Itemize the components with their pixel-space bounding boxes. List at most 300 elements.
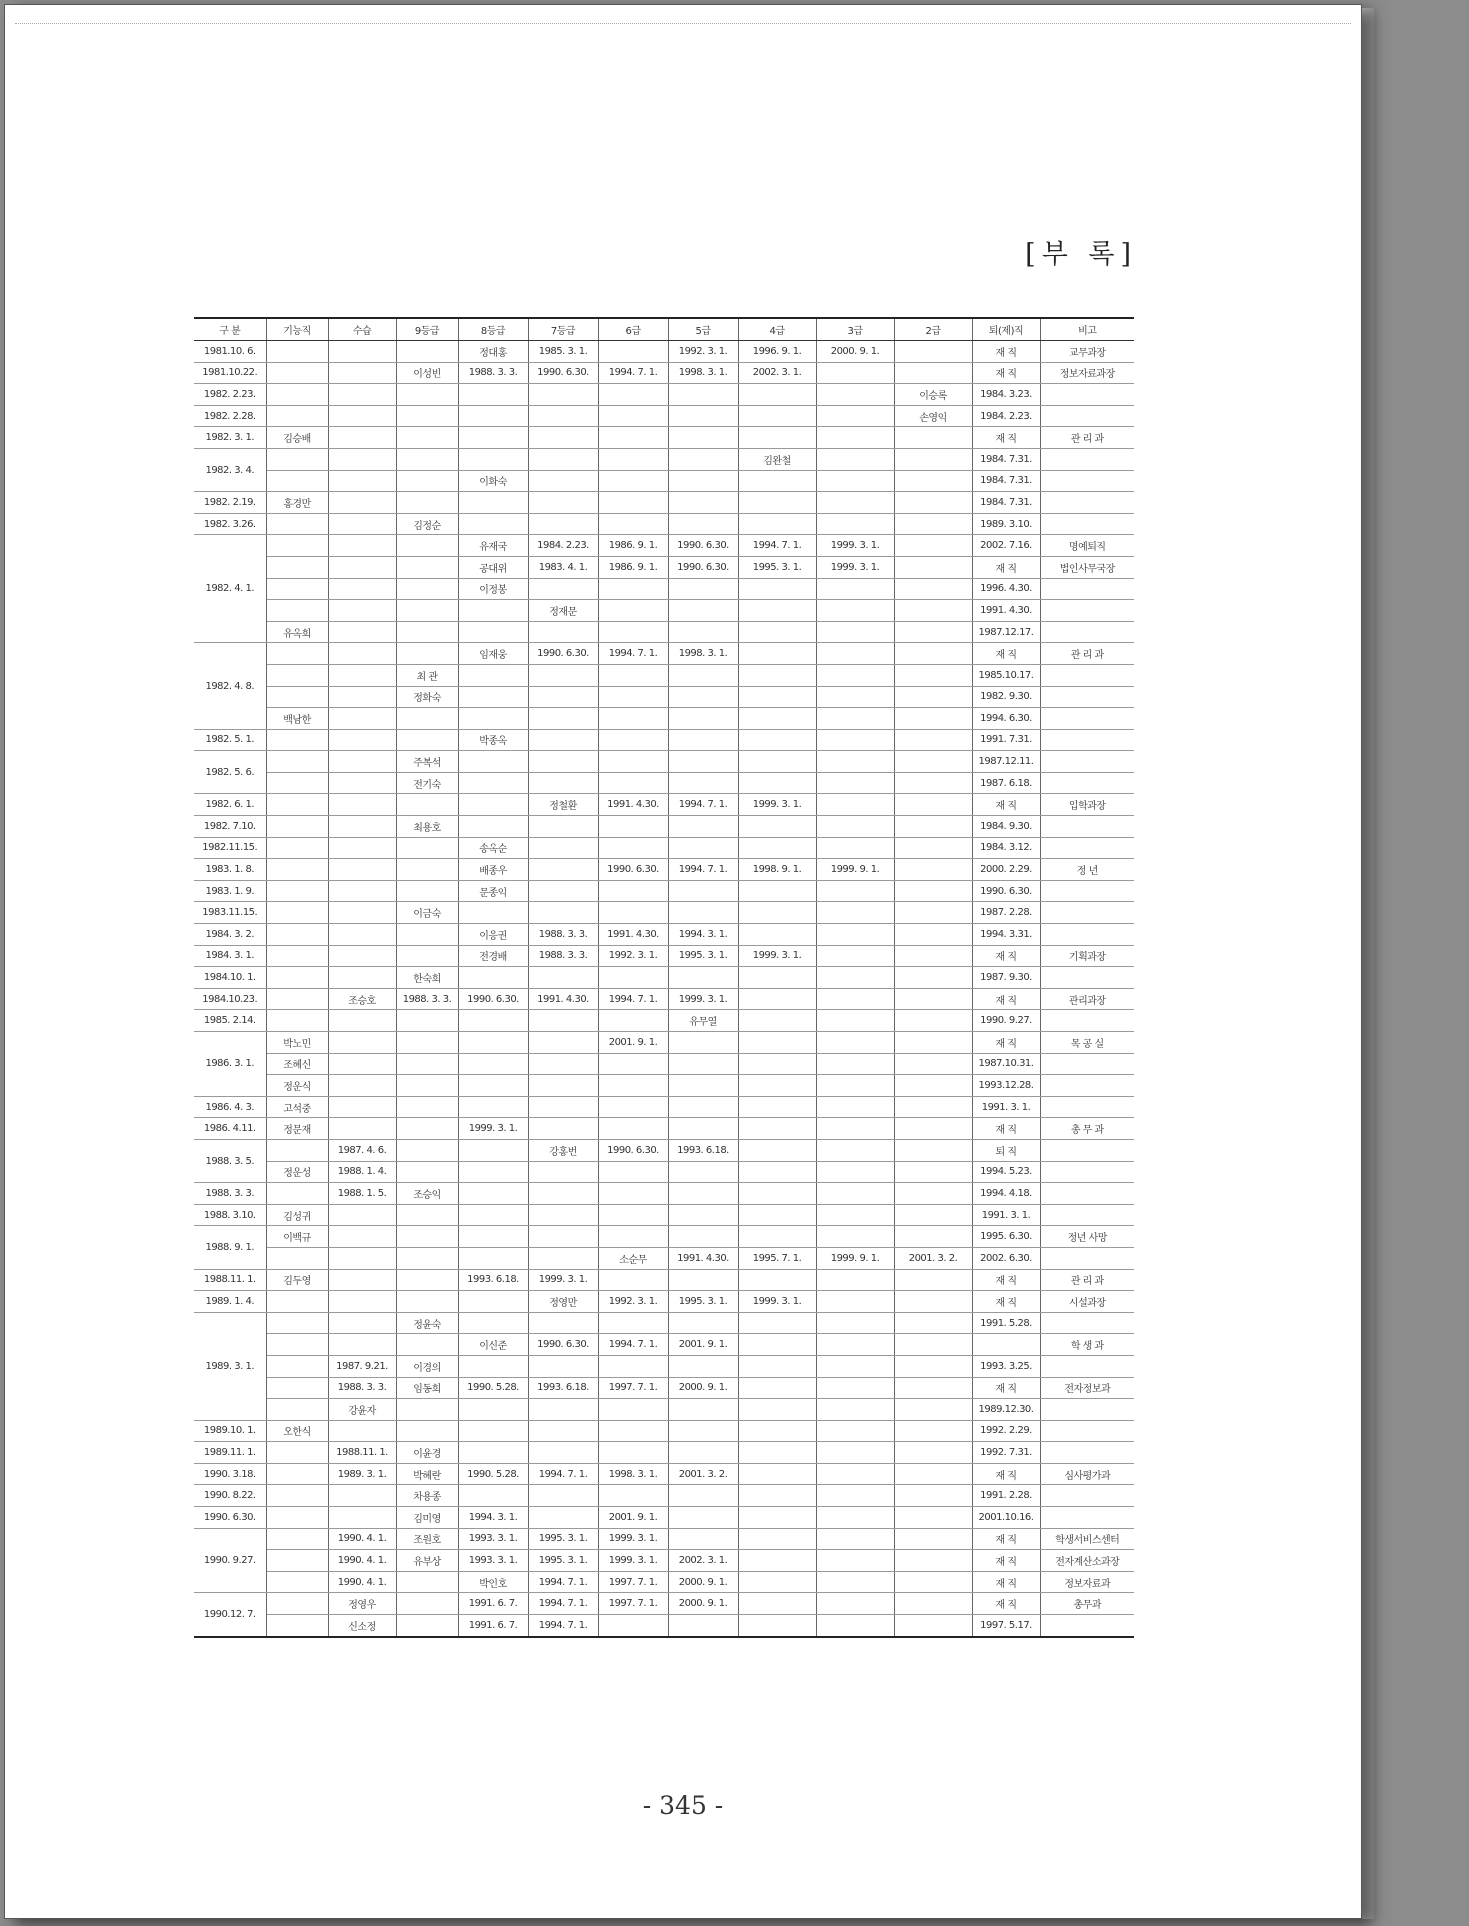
table-cell: 1984. 3.23. — [972, 384, 1040, 406]
table-cell — [738, 1053, 816, 1075]
table-header-row — [194, 318, 1134, 341]
table-cell — [816, 1485, 894, 1507]
table-cell — [668, 1183, 738, 1205]
table-cell — [598, 1269, 668, 1291]
date-cell: 1988.11. 1. — [194, 1269, 266, 1291]
table-row — [194, 448, 1134, 470]
table-cell — [894, 600, 972, 622]
table-cell: 1995. 3. 1. — [668, 1291, 738, 1313]
table-cell — [894, 794, 972, 816]
table-cell — [1040, 448, 1134, 470]
table-cell — [598, 729, 668, 751]
table-cell — [1040, 1399, 1134, 1421]
table-cell: 강홍번 — [528, 1139, 598, 1161]
table-cell — [328, 837, 396, 859]
table-cell — [738, 1269, 816, 1291]
table-cell — [816, 816, 894, 838]
table-cell — [328, 1053, 396, 1075]
table-cell — [528, 664, 598, 686]
table-cell: 1994. 7. 1. — [598, 988, 668, 1010]
table-cell — [894, 1377, 972, 1399]
table-cell: 이백규 — [266, 1226, 328, 1248]
table-cell: 1990. 6.30. — [668, 535, 738, 557]
table-cell: 1994. 7. 1. — [598, 643, 668, 665]
table-cell — [738, 1615, 816, 1637]
date-cell: 1988. 3. 3. — [194, 1183, 266, 1205]
table-cell — [1040, 708, 1134, 730]
table-cell — [528, 729, 598, 751]
table-cell — [266, 1010, 328, 1032]
table-cell — [328, 643, 396, 665]
table-cell: 1990. 6.30. — [598, 1139, 668, 1161]
date-cell: 1982. 4. 8. — [194, 643, 266, 729]
table-cell: 2001. 3. 2. — [668, 1463, 738, 1485]
table-cell — [396, 1247, 458, 1269]
table-cell — [738, 384, 816, 406]
table-cell: 1998. 3. 1. — [668, 643, 738, 665]
date-cell: 1983. 1. 9. — [194, 880, 266, 902]
table-cell — [816, 448, 894, 470]
date-cell: 1990. 8.22. — [194, 1485, 266, 1507]
table-cell — [396, 1032, 458, 1054]
table-cell — [396, 794, 458, 816]
table-cell — [396, 470, 458, 492]
table-cell — [1040, 1485, 1134, 1507]
table-cell — [598, 1442, 668, 1464]
table-cell: 1999. 3. 1. — [668, 988, 738, 1010]
table-cell — [816, 1355, 894, 1377]
table-cell — [668, 1507, 738, 1529]
table-cell: 1993. 3. 1. — [458, 1528, 528, 1550]
table-cell: 관 리 과 — [1040, 427, 1134, 449]
table-cell: 2001. 3. 2. — [894, 1247, 972, 1269]
table-cell — [668, 902, 738, 924]
table-cell — [668, 600, 738, 622]
table-cell — [738, 837, 816, 859]
table-cell: 정운성 — [266, 1161, 328, 1183]
table-cell — [328, 1507, 396, 1529]
table-cell: 1994. 7. 1. — [528, 1615, 598, 1637]
table-cell: 1996. 9. 1. — [738, 341, 816, 363]
table-row — [194, 578, 1134, 600]
table-cell — [1040, 880, 1134, 902]
table-cell: 1994. 3. 1. — [668, 924, 738, 946]
table-cell: 1994. 6.30. — [972, 708, 1040, 730]
table-cell — [894, 1032, 972, 1054]
table-cell — [894, 427, 972, 449]
table-cell — [1040, 816, 1134, 838]
table-cell — [738, 1377, 816, 1399]
table-cell — [816, 1615, 894, 1637]
table-cell — [528, 1204, 598, 1226]
table-cell — [598, 427, 668, 449]
table-cell — [738, 1096, 816, 1118]
table-row — [194, 1615, 1134, 1637]
table-cell — [598, 837, 668, 859]
table-cell — [894, 902, 972, 924]
table-cell: 1994. 4.18. — [972, 1183, 1040, 1205]
table-row — [194, 427, 1134, 449]
table-cell — [328, 772, 396, 794]
date-cell: 1984.10.23. — [194, 988, 266, 1010]
table-cell — [266, 902, 328, 924]
table-cell — [528, 1075, 598, 1097]
table-cell — [1040, 405, 1134, 427]
table-cell: 2000. 9. 1. — [668, 1377, 738, 1399]
date-cell: 1986. 4. 3. — [194, 1096, 266, 1118]
table-cell: 정윤숙 — [396, 1312, 458, 1334]
table-cell — [894, 1291, 972, 1313]
table-cell — [396, 1269, 458, 1291]
table-row — [194, 816, 1134, 838]
table-cell — [816, 1096, 894, 1118]
table-cell — [816, 1571, 894, 1593]
table-cell — [266, 556, 328, 578]
table-cell — [816, 772, 894, 794]
table-cell — [458, 384, 528, 406]
table-cell — [1040, 384, 1134, 406]
table-cell — [458, 772, 528, 794]
table-cell — [328, 578, 396, 600]
table-cell: 유무열 — [668, 1010, 738, 1032]
table-cell — [1040, 1247, 1134, 1269]
table-cell: 1993. 6.18. — [668, 1139, 738, 1161]
table-row — [194, 600, 1134, 622]
table-cell — [1040, 513, 1134, 535]
table-cell — [738, 1032, 816, 1054]
table-cell — [816, 621, 894, 643]
table-cell — [1040, 1420, 1134, 1442]
table-cell — [328, 1312, 396, 1334]
table-cell — [1040, 686, 1134, 708]
table-cell — [894, 1550, 972, 1572]
table-cell — [816, 988, 894, 1010]
table-cell: 1990. 6.30. — [668, 556, 738, 578]
table-cell: 이승록 — [894, 384, 972, 406]
table-cell — [266, 1247, 328, 1269]
table-cell — [816, 924, 894, 946]
table-cell — [668, 1399, 738, 1421]
table-cell: 1999. 3. 1. — [598, 1528, 668, 1550]
table-cell: 전자정보과 — [1040, 1377, 1134, 1399]
page-number: - 345 - — [642, 1791, 724, 1820]
table-row — [194, 362, 1134, 384]
date-cell: 1981.10. 6. — [194, 341, 266, 363]
table-cell — [266, 384, 328, 406]
table-cell: 정보자료과장 — [1040, 362, 1134, 384]
table-cell — [328, 470, 396, 492]
table-cell — [894, 772, 972, 794]
table-cell: 총무과 — [1040, 1593, 1134, 1615]
table-cell: 손영익 — [894, 405, 972, 427]
table-cell — [668, 1615, 738, 1637]
table-cell — [668, 448, 738, 470]
table-cell: 1990. 6.30. — [528, 643, 598, 665]
table-cell: 전기숙 — [396, 772, 458, 794]
table-cell — [328, 535, 396, 557]
table-cell: 김정순 — [396, 513, 458, 535]
table-cell — [668, 1032, 738, 1054]
column-header: 3급 — [816, 318, 894, 341]
table-cell: 1990. 6.30. — [528, 1334, 598, 1356]
table-cell — [598, 448, 668, 470]
table-cell — [458, 1399, 528, 1421]
table-cell: 1993. 6.18. — [458, 1269, 528, 1291]
table-cell — [816, 1075, 894, 1097]
table-cell: 1995. 3. 1. — [528, 1550, 598, 1572]
table-cell — [894, 362, 972, 384]
date-cell: 1988. 9. 1. — [194, 1226, 266, 1269]
table-cell — [266, 1183, 328, 1205]
table-cell — [816, 664, 894, 686]
table-cell — [458, 902, 528, 924]
table-cell: 2002. 3. 1. — [738, 362, 816, 384]
table-cell — [528, 686, 598, 708]
table-cell: 재 직 — [972, 988, 1040, 1010]
table-cell — [396, 945, 458, 967]
table-cell: 이화숙 — [458, 470, 528, 492]
table-cell — [894, 664, 972, 686]
table-cell — [1040, 1442, 1134, 1464]
table-cell — [528, 1010, 598, 1032]
table-cell: 최용호 — [396, 816, 458, 838]
table-cell: 재 직 — [972, 341, 1040, 363]
table-cell — [816, 902, 894, 924]
table-cell — [668, 384, 738, 406]
table-cell — [738, 427, 816, 449]
table-cell: 1988. 3. 3. — [396, 988, 458, 1010]
table-cell: 홍경만 — [266, 492, 328, 514]
table-cell: 재 직 — [972, 556, 1040, 578]
date-cell: 1986. 3. 1. — [194, 1032, 266, 1097]
table-cell: 1997. 5.17. — [972, 1615, 1040, 1637]
table-cell — [894, 578, 972, 600]
table-cell — [738, 1399, 816, 1421]
table-cell: 1987. 4. 6. — [328, 1139, 396, 1161]
table-cell: 이금숙 — [396, 902, 458, 924]
table-cell: 1990. 9.27. — [972, 1010, 1040, 1032]
table-cell: 1990. 6.30. — [972, 880, 1040, 902]
table-cell: 정대홍 — [458, 341, 528, 363]
table-cell: 1987. 9.21. — [328, 1355, 396, 1377]
table-cell: 1995. 6.30. — [972, 1226, 1040, 1248]
table-cell: 1999. 3. 1. — [738, 794, 816, 816]
table-cell: 1997. 7. 1. — [598, 1377, 668, 1399]
table-cell: 2002. 3. 1. — [668, 1550, 738, 1572]
table-row — [194, 1161, 1134, 1183]
table-cell — [266, 362, 328, 384]
table-cell — [528, 837, 598, 859]
table-cell — [598, 1204, 668, 1226]
table-row — [194, 1010, 1134, 1032]
table-cell — [266, 772, 328, 794]
table-cell — [1040, 621, 1134, 643]
table-cell: 차용종 — [396, 1485, 458, 1507]
table-cell: 김승배 — [266, 427, 328, 449]
table-cell: 재 직 — [972, 1377, 1040, 1399]
table-cell: 임동희 — [396, 1377, 458, 1399]
table-cell: 1987. 9.30. — [972, 967, 1040, 989]
table-cell — [894, 1269, 972, 1291]
table-cell: 정철환 — [528, 794, 598, 816]
table-cell — [396, 643, 458, 665]
table-cell — [266, 1615, 328, 1637]
appendix-header: [부 록] — [1025, 239, 1137, 270]
table-cell: 1989. 3.10. — [972, 513, 1040, 535]
table-cell — [738, 708, 816, 730]
table-row — [194, 1334, 1134, 1356]
table-cell: 2000. 2.29. — [972, 859, 1040, 881]
table-row — [194, 1399, 1134, 1421]
table-cell: 이정봉 — [458, 578, 528, 600]
table-cell — [328, 600, 396, 622]
table-cell — [894, 967, 972, 989]
date-cell: 1990. 9.27. — [194, 1528, 266, 1593]
table-cell — [328, 751, 396, 773]
table-cell — [328, 1420, 396, 1442]
table-cell — [328, 1334, 396, 1356]
table-cell — [528, 880, 598, 902]
table-cell — [668, 1096, 738, 1118]
table-cell: 1990. 4. 1. — [328, 1571, 396, 1593]
date-cell: 1982. 3. 1. — [194, 427, 266, 449]
date-cell: 1982. 6. 1. — [194, 794, 266, 816]
date-cell: 1982. 4. 1. — [194, 535, 266, 643]
table-cell — [458, 1010, 528, 1032]
date-cell: 1983.11.15. — [194, 902, 266, 924]
table-cell — [816, 880, 894, 902]
table-cell — [816, 1377, 894, 1399]
table-cell — [598, 341, 668, 363]
table-cell: 1989. 3. 1. — [328, 1463, 396, 1485]
table-cell — [668, 686, 738, 708]
table-cell: 2001. 9. 1. — [598, 1507, 668, 1529]
table-cell — [396, 621, 458, 643]
table-row — [194, 1507, 1134, 1529]
table-cell — [328, 1247, 396, 1269]
table-cell — [266, 405, 328, 427]
table-cell — [816, 837, 894, 859]
table-cell — [328, 1010, 396, 1032]
table-cell: 한숙희 — [396, 967, 458, 989]
table-cell: 관 리 과 — [1040, 643, 1134, 665]
table-row — [194, 1053, 1134, 1075]
table-cell: 1994. 7. 1. — [598, 1334, 668, 1356]
table-cell: 1990. 6.30. — [598, 859, 668, 881]
table-cell — [458, 1161, 528, 1183]
table-cell — [598, 816, 668, 838]
table-cell — [598, 621, 668, 643]
table-cell — [1040, 600, 1134, 622]
table-cell: 1994. 3. 1. — [458, 1507, 528, 1529]
table-cell — [528, 751, 598, 773]
table-cell: 오한식 — [266, 1420, 328, 1442]
date-cell: 1982. 3. 4. — [194, 448, 266, 491]
table-cell — [738, 729, 816, 751]
table-cell — [528, 427, 598, 449]
table-cell — [738, 1420, 816, 1442]
table-row — [194, 1096, 1134, 1118]
column-header: 비고 — [1040, 318, 1134, 341]
table-cell — [816, 1139, 894, 1161]
table-cell — [738, 1312, 816, 1334]
table-cell — [738, 405, 816, 427]
date-cell: 1986. 4.11. — [194, 1118, 266, 1140]
date-cell: 1989. 1. 4. — [194, 1291, 266, 1313]
table-cell — [1040, 470, 1134, 492]
table-cell — [894, 729, 972, 751]
table-cell — [396, 837, 458, 859]
table-cell: 1988. 3. 3. — [528, 945, 598, 967]
table-cell — [738, 1593, 816, 1615]
table-cell — [738, 1463, 816, 1485]
table-cell — [894, 816, 972, 838]
table-cell — [668, 1053, 738, 1075]
table-cell — [668, 1355, 738, 1377]
table-cell — [668, 967, 738, 989]
table-cell — [458, 708, 528, 730]
table-cell: 1998. 9. 1. — [738, 859, 816, 881]
table-cell — [396, 405, 458, 427]
table-cell — [816, 1420, 894, 1442]
date-cell: 1982.11.15. — [194, 837, 266, 859]
table-cell — [528, 1507, 598, 1529]
table-cell: 강윤자 — [328, 1399, 396, 1421]
table-cell — [266, 859, 328, 881]
table-cell — [528, 1032, 598, 1054]
table-cell — [668, 1075, 738, 1097]
table-cell — [894, 1420, 972, 1442]
table-cell — [328, 1118, 396, 1140]
table-cell — [266, 470, 328, 492]
table-cell — [894, 1096, 972, 1118]
table-cell: 1992. 3. 1. — [598, 945, 668, 967]
table-cell: 1991. 4.30. — [668, 1247, 738, 1269]
table-cell — [266, 643, 328, 665]
table-cell: 정화숙 — [396, 686, 458, 708]
table-cell: 법인사무국장 — [1040, 556, 1134, 578]
table-cell — [894, 1593, 972, 1615]
table-cell — [528, 448, 598, 470]
column-header: 6급 — [598, 318, 668, 341]
table-cell: 1997. 7. 1. — [598, 1593, 668, 1615]
table-cell — [738, 1442, 816, 1464]
table-cell — [894, 1615, 972, 1637]
table-cell — [816, 1226, 894, 1248]
table-cell — [738, 1334, 816, 1356]
column-header: 기능직 — [266, 318, 328, 341]
table-cell — [738, 1550, 816, 1572]
table-cell — [528, 492, 598, 514]
table-cell — [598, 751, 668, 773]
table-cell — [266, 816, 328, 838]
table-cell: 1991. 3. 1. — [972, 1096, 1040, 1118]
table-row — [194, 772, 1134, 794]
table-cell — [738, 643, 816, 665]
table-cell — [528, 816, 598, 838]
table-row — [194, 1269, 1134, 1291]
table-cell: 1993.12.28. — [972, 1075, 1040, 1097]
table-cell: 신소정 — [328, 1615, 396, 1637]
table-cell: 2000. 9. 1. — [668, 1571, 738, 1593]
table-cell — [1040, 1355, 1134, 1377]
table-row — [194, 924, 1134, 946]
table-cell — [328, 1226, 396, 1248]
table-cell — [396, 492, 458, 514]
table-cell — [668, 1269, 738, 1291]
table-cell — [738, 902, 816, 924]
top-rule — [15, 23, 1351, 24]
